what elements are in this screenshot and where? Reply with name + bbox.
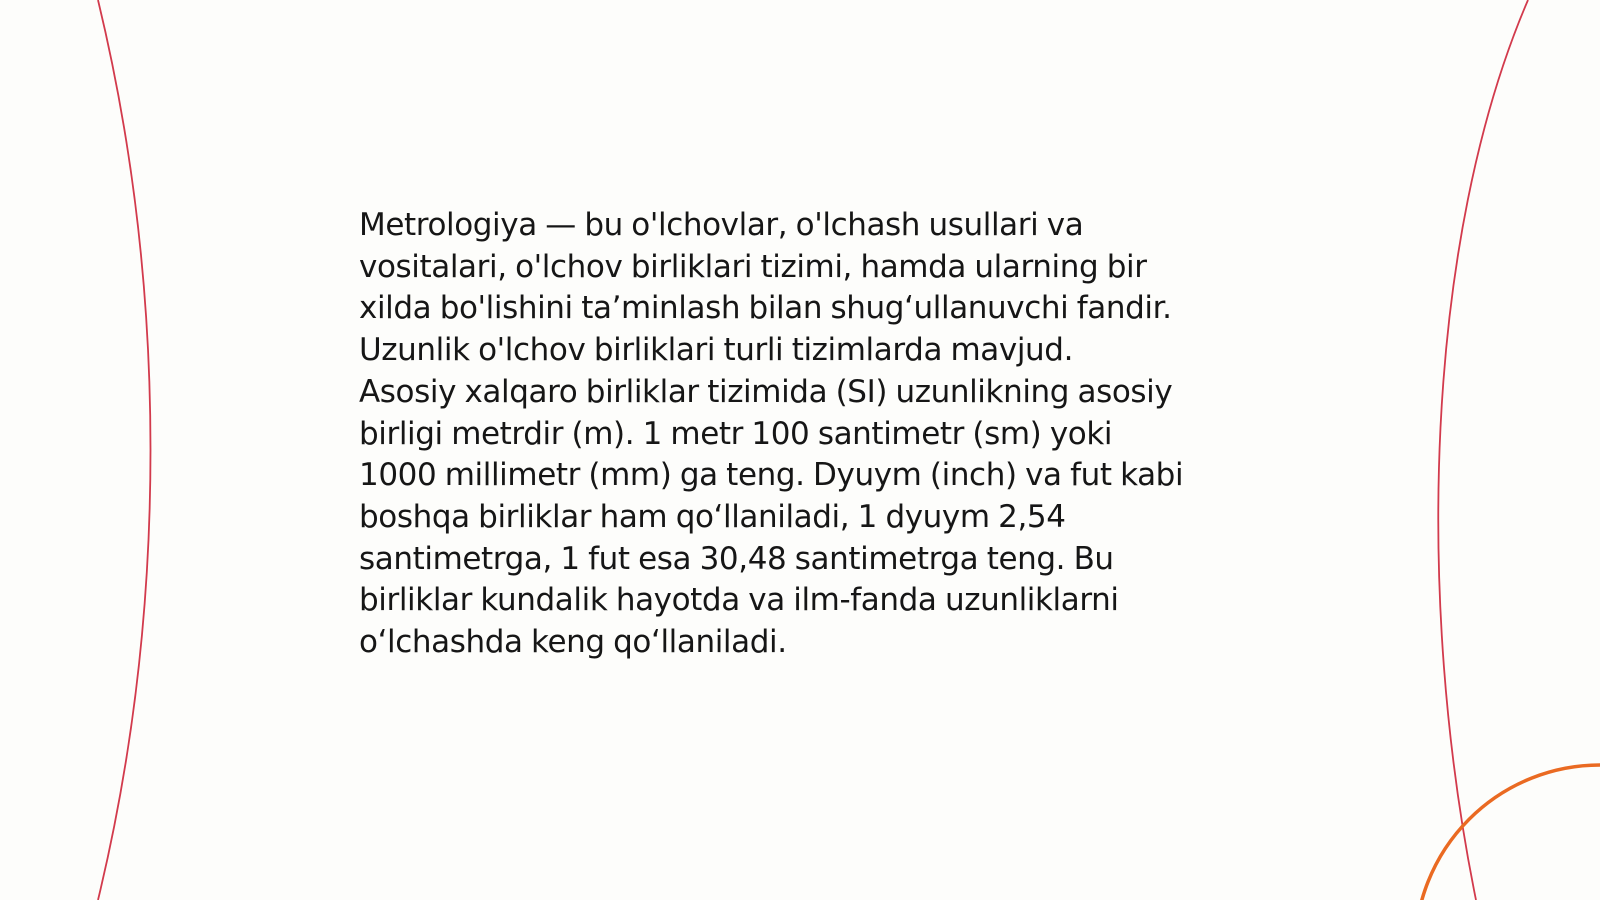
text-line: birligi metrdir (m). 1 metr 100 santimetr (sm) yoki [359,415,1113,452]
body-text [359,205,1259,664]
text-line: 1000 millimetr (mm) ga teng. Dyuym (inch) va fut kabi [359,457,1184,494]
text-line: santimetrga, 1 fut esa 30,48 santimetrga teng. Bu [359,540,1114,577]
text-line: birliklar kundalik hayotda va ilm-fanda uzunliklarni [359,582,1119,619]
text-line: o‘lchashda keng qo‘llaniladi. [359,624,787,661]
text-line: Asosiy xalqaro birliklar tizimida (SI) uzunlikning asosiy [359,373,1173,410]
frame-curve-left [98,0,151,900]
text-line: boshqa birliklar ham qo‘llaniladi, 1 dyuym 2,54 [359,498,1066,535]
frame-curve-right [1438,0,1528,900]
text-line: Metrologiya — bu o'lchovlar, o'lchash usullari va [359,207,1084,243]
accent-arc [1415,765,1600,900]
text-line: Uzunlik o'lchov birliklari turli tizimlarda mavjud. [359,332,1074,369]
text-line: vositalari, o'lchov birliklari tizimi, hamda ularning bir [359,248,1147,285]
text-line: xilda bo'lishini ta’minlash bilan shug‘ullanuvchi fandir. [359,290,1172,327]
